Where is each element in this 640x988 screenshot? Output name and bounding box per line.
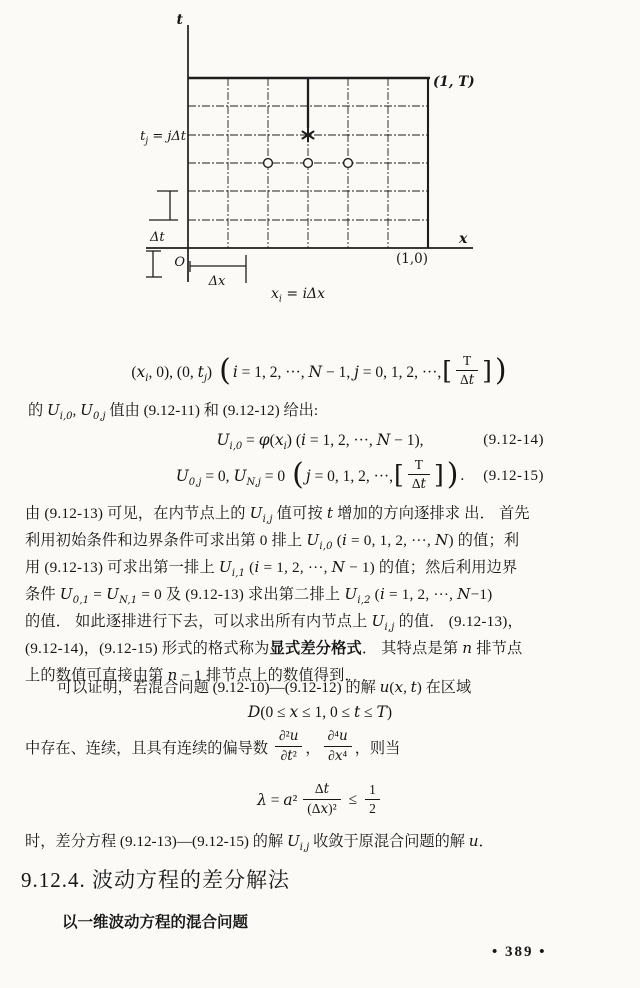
- d4u-dx4-fraction: $\frac{\text{∂⁴u}}{\text{∂x⁴}}$: [324, 728, 352, 764]
- origin-tick: [146, 251, 162, 277]
- close-paren: ): [494, 352, 507, 388]
- paragraph-line: 上的数值可直接由第 n − 1 排节点上的数值得到．: [25, 666, 360, 684]
- t-axis-label: t: [176, 12, 183, 28]
- paragraph-line: (9.12-14)，(9.12-15) 形式的格式称为显式差分格式． 其特点是第 n 排节点: [25, 639, 523, 657]
- equation-grid-points: [0, 350, 640, 394]
- delta-t-label: Δt: [150, 230, 165, 245]
- close-bracket: ]: [482, 356, 492, 385]
- x-axis-label: x: [459, 231, 468, 247]
- given-values-line: 的 $U_{i,0}$, $U_{0,j}$ 值由 (9.12-11) 和 (9.12-12) 给出:: [28, 401, 319, 422]
- one-half-fraction: $\frac{1}{2}$: [365, 782, 380, 816]
- eq15-period: .: [460, 467, 465, 484]
- grid-points-condition: i = 1, 2, ···, N − 1, j = 0, 1, 2, ···,: [232, 362, 442, 381]
- open-paren: (: [292, 456, 304, 492]
- eq15-condition: j = 0, 1, 2, ···,: [305, 466, 394, 485]
- figure-9-12-4-diagram: [0, 0, 640, 340]
- d2u-dt2-fraction: $\frac{\text{∂²u}}{\text{∂t²}}$: [275, 728, 302, 764]
- conclusion-line: 时，差分方程 (9.12-13)—(9.12-15) 的解 $U_{i,j}$ 收敛于原混合问题的解 u．: [25, 832, 494, 853]
- dt-over-dx2-fraction: $\frac{\Delta t}{\text{(Δx)²}}$: [303, 781, 340, 817]
- close-paren: ): [446, 456, 459, 492]
- eq15-tag: (9.12-15): [483, 467, 544, 484]
- lambda-lhs: λ = a²: [257, 790, 298, 809]
- derivatives-line: [25, 726, 400, 768]
- close-bracket: ]: [433, 460, 444, 489]
- open-bracket: [: [442, 356, 453, 385]
- section-subheading: 以一维波动方程的混合问题: [62, 914, 249, 931]
- lambda-condition-formula: [0, 776, 640, 824]
- grid-points-lead: ($x_i$, 0), (0, $t_j$): [131, 362, 213, 384]
- eq14-body: $U_{i,0} = \varphi(x_i) (i = 1$, 2, ···, N − 1),: [216, 430, 424, 452]
- bottom-right-coordinate-label: (1,0): [396, 251, 429, 267]
- paragraph-convergence-intro: 可以证明，若混合问题 (9.12-10)—(9.12-12) 的解 u(x, t) 在区域: [56, 678, 472, 696]
- eq14-tag: (9.12-14): [483, 431, 544, 448]
- section-heading: 9.12.4. 波动方程的差分解法: [21, 868, 290, 892]
- equation-9-12-14: [0, 426, 640, 454]
- top-right-coordinate-label: (1, T): [433, 74, 475, 90]
- t-over-dt-fraction: $\frac{T}{\Delta t}$: [456, 353, 478, 388]
- domain-formula: [0, 700, 640, 724]
- derivatives-pre-text: 中存在、连续，且具有连续的偏导数: [25, 739, 268, 757]
- eq15-lead: $U_{0,j} = 0$, $U_{N,j} = 0$: [175, 466, 286, 488]
- paragraph-line: 条件 $U_{0,1} = U_{N,1} = 0$ 及 (9.12-13) 求出第二排上 $U_{i,2}$ (i = 1, 2, ···, N−1): [25, 585, 493, 606]
- comma: ，: [354, 739, 370, 757]
- paragraph-explicit-scheme: [25, 500, 530, 689]
- tj-row-label: $t_j = j\Delta t$: [140, 129, 186, 147]
- delta-x-label: Δx: [208, 274, 226, 289]
- open-paren: (: [219, 352, 231, 388]
- derivatives-post-text: 则当: [369, 739, 401, 757]
- comma: ，: [305, 739, 321, 757]
- xi-formula-label: $x_i = i\Delta x$: [271, 286, 326, 305]
- open-bracket: [: [394, 460, 404, 489]
- domain-body: D(0 ≤ x ≤ 1, 0 ≤ t ≤ T): [247, 702, 393, 721]
- paragraph-line: 用 (9.12-13) 可求出第一排上 $U_{i,1}$ (i = 1, 2, ···, N − 1) 的值；然后利用边界: [25, 558, 518, 579]
- page-number: • 389 •: [492, 944, 547, 960]
- less-equal-sign: ≤: [348, 791, 358, 808]
- equation-9-12-15: [0, 455, 640, 497]
- origin-label: O: [174, 255, 185, 270]
- delta-t-bracket: [149, 191, 178, 220]
- paragraph-line: 由 (9.12-13) 可见，在内节点上的 $U_{i,j}$ 值可按 t 增加的方向逐排求 出． 首先: [25, 504, 530, 525]
- paragraph-line: 的值． 如此逐排进行下去，可以求出所有内节点上 $U_{i,j}$ 的值． (9.12-13)，: [25, 612, 523, 633]
- paragraph-line: 利用初始条件和边界条件可求出第 0 排上 $U_{i,0}$ (i = 0, 1, 2, ···, N) 的值；利: [25, 531, 520, 552]
- t-over-dt-fraction: $\frac{T}{\Delta t}$: [408, 457, 430, 492]
